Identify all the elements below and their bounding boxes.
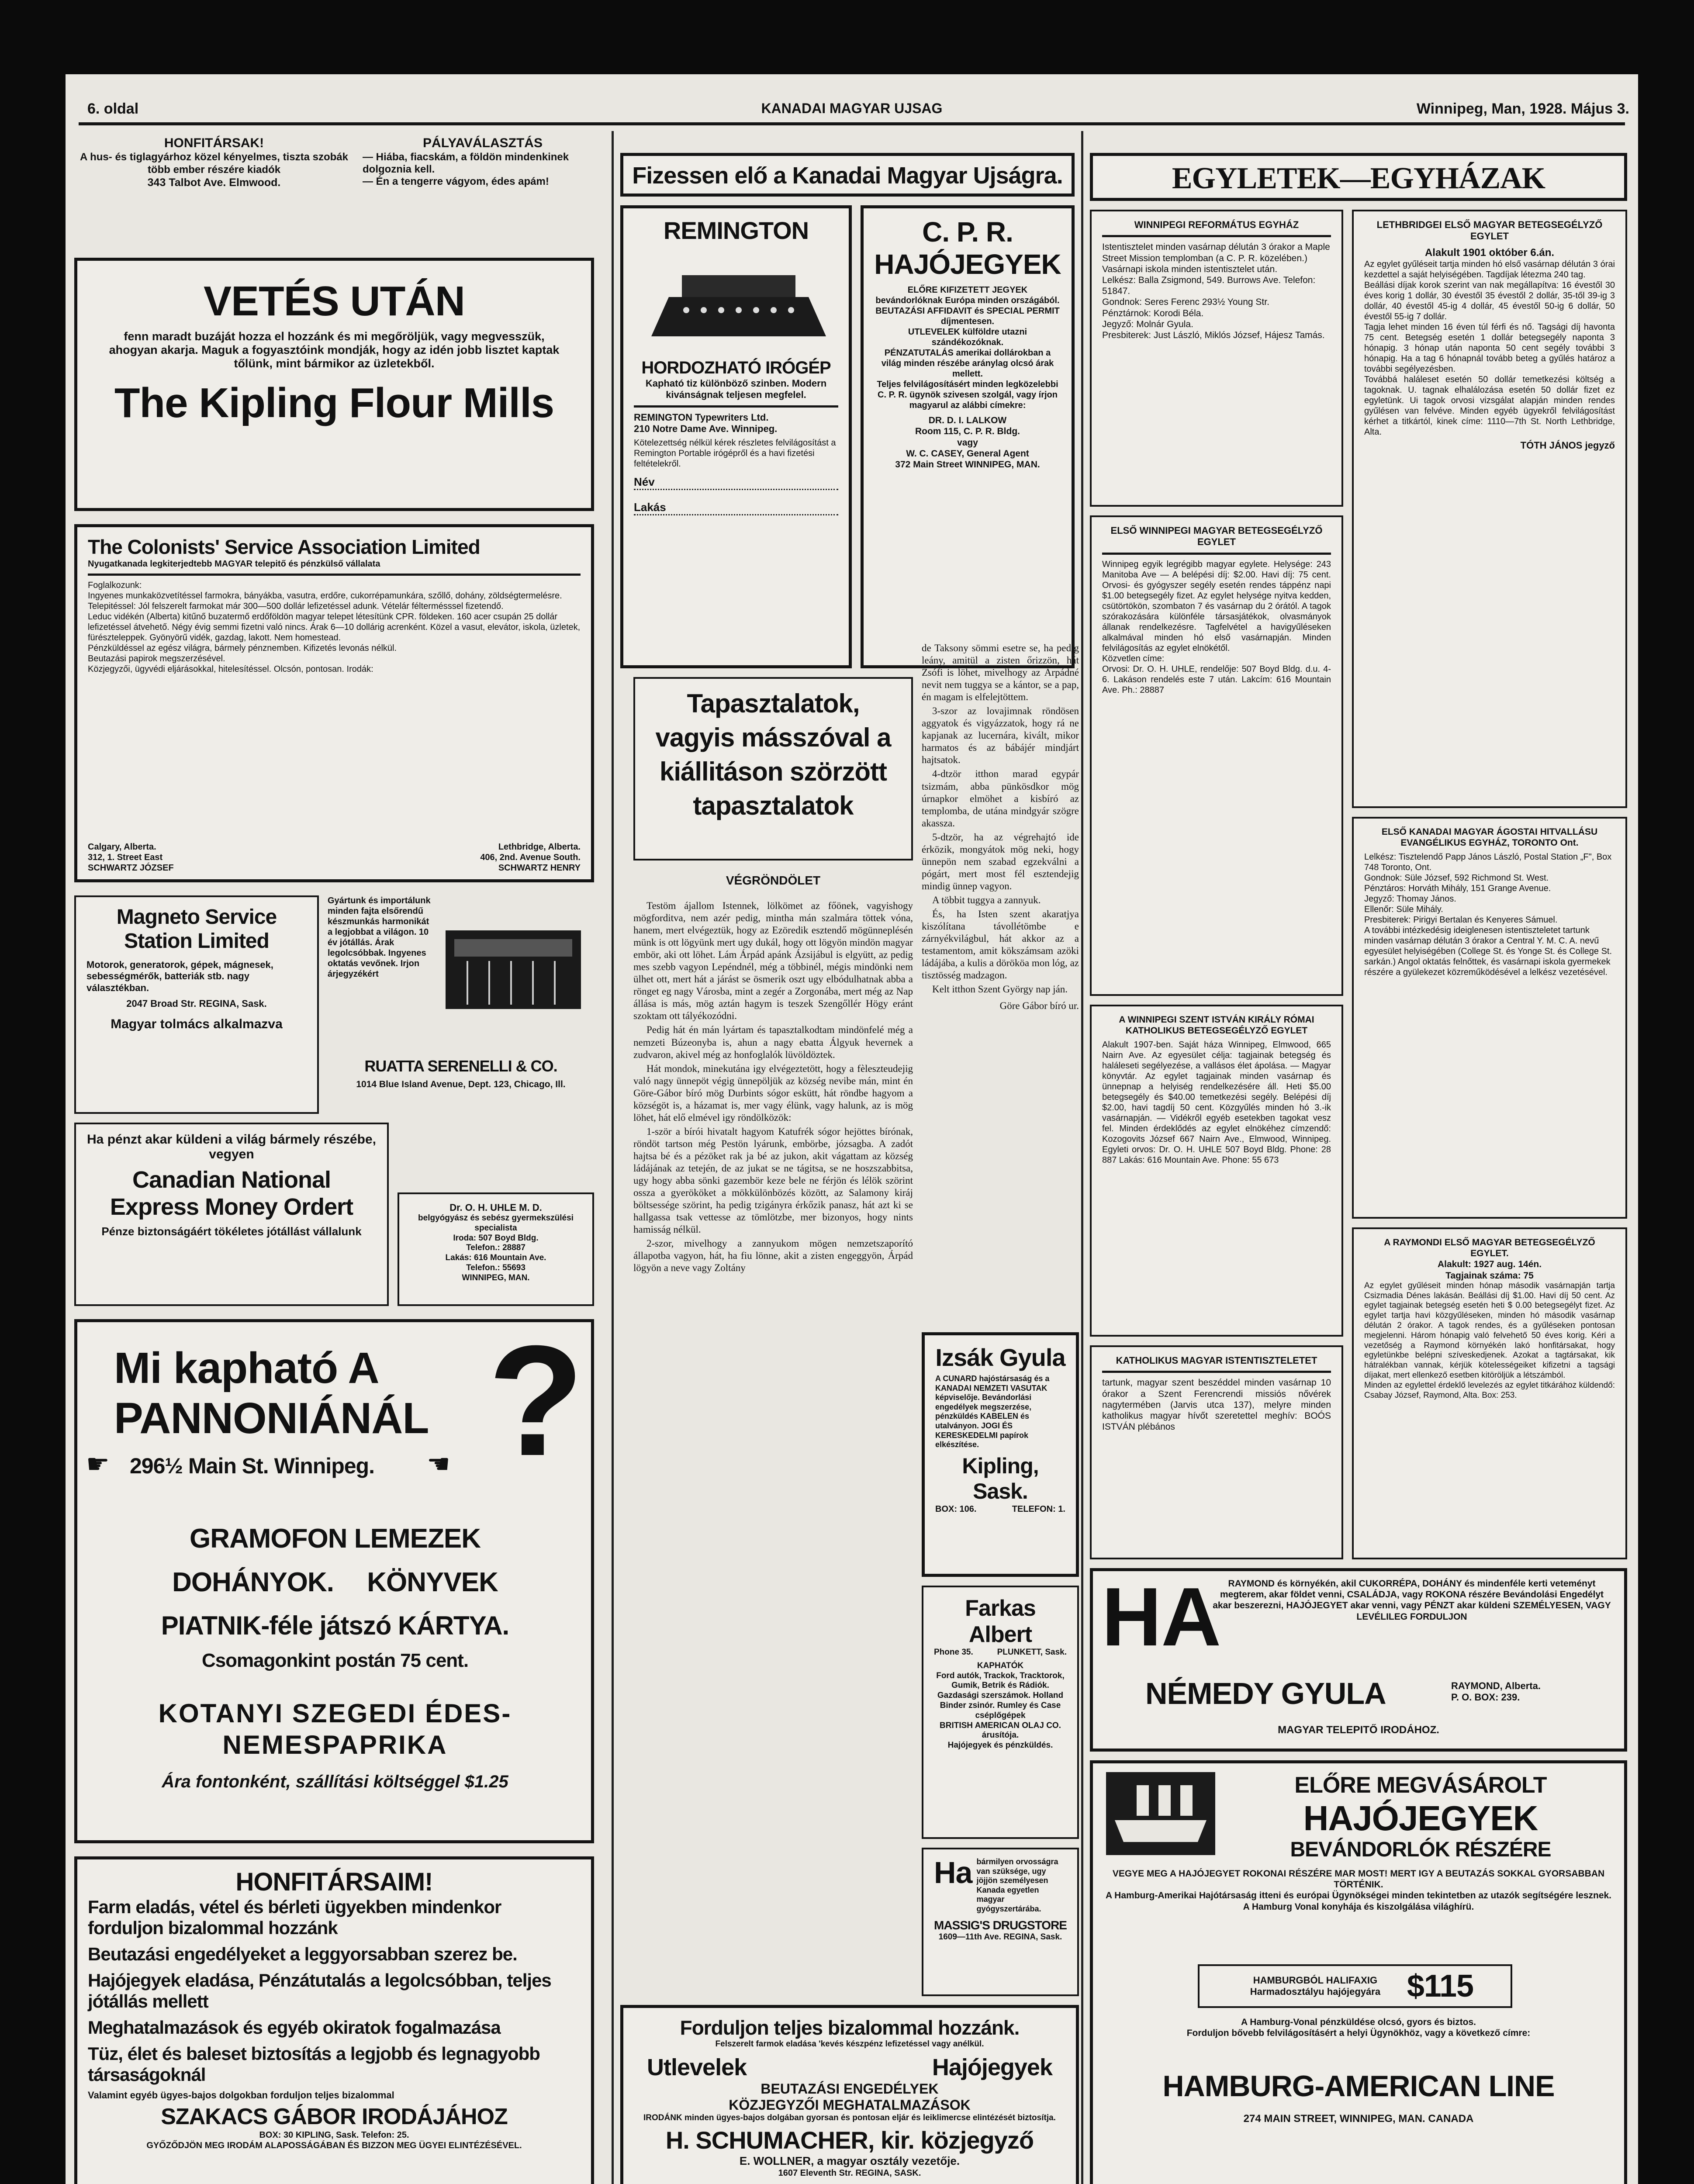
nemedy-gyula-ad (1090, 1568, 1627, 1752)
ad-company: MASSIG'S DRUGSTORE (934, 1918, 1067, 1932)
doctor-details: belgyógyász és sebész gyermekszülési specialista Iroda: 507 Boyd Bldg. Telefon.: 28887 Lakás: 616 Mountain Ave. Telefon.: 55693 WINNIPEG, MAN. (418, 1213, 574, 1282)
pointing-hand-icon-right: ☚ (427, 1450, 450, 1479)
drop-cap: Ha (934, 1856, 972, 1890)
society-members: Tagjainak száma: 75 (1445, 1270, 1534, 1281)
ad-address: 2047 Broad Str. REGINA, Sask. (126, 998, 267, 1009)
article-paragraph: Pedig hát én mán lyártam és tapasztalkodtam mindönfelé még a nemzeti Búzeonyba is, ahun a nagy ebatta Álgyuk hevernek a zudvaron, akivel még az honfoglalók lüvöldöztek. (633, 1024, 913, 1060)
form-address-label: Lakás (634, 500, 666, 514)
ship-icon (1106, 1772, 1215, 1855)
ad-footer: MAGYAR TELEPITŐ IRODÁHOZ. (1278, 1724, 1439, 1736)
ad-line-2: Beutazási engedélyeket a leggyorsabban szerez be. (88, 1944, 517, 1964)
ad-headline: The Colonists' Service Association Limited (88, 536, 480, 558)
ad-text: fenn maradt buzáját hozza el hozzánk és mi megőröljük, vagy megvesszük, ahogyan akarja. Maguk a fogyasztóink mondják, hogy az idén jobb lisztet kaptak tőlünk, mint bármikor az üzletekből. (109, 330, 560, 370)
fare-text: HAMBURGBÓL HALIFAXIG Harmadosztályu hajójegyára (1250, 1974, 1381, 1997)
ad-headline: Izsák Gyula (935, 1344, 1065, 1371)
ad-footer: Pénze biztonságáért tökéletes jótállást vállalunk (101, 1225, 362, 1238)
agent-1: DR. D. I. LALKOW Room 115, C. P. R. Bldg. vagy (915, 415, 1020, 448)
ad-headline-3: BEVÁNDORLÓK RÉSZÉRE (1290, 1838, 1551, 1861)
ad-phone-town (934, 1648, 1067, 1658)
ad-text: RAYMOND és környékén, akil CUKORRÉPA, DOHÁNY és mindenféle kerti veteményt megterem, akar földet venni, CSALÁDJA, vagy ROKONA részére Bevándolási Engedélyt akar beszerezni, HAJÓJEGYET akar venni, vagy PÉNZT akar küldeni SZEMÉLYESEN, VAGY LEVÉLILEG FORDULJON (1213, 1579, 1611, 1622)
ad-phone: TELEFON: 1. (1012, 1504, 1065, 1514)
ad-phone: Phone 35. (934, 1648, 973, 1657)
ad-headline-2: HAJÓJEGYEK (1303, 1799, 1538, 1838)
society-text: Winnipeg egyik legrégibb magyar egylete. Helysége: 243 Manitoba Ave — A belépési díj: $2.00. Havi díj: 75 cent. Orvosi- és gyógyszer segély esetén rendes táppénz napi $1.00 betegsegély fizet. Az egylet helysége nyitva kedden, csütörtökön, szombaton 7 és vasárnap du 2 órától. A tagok szórakozására különféle társasjátékok, olvasmányok állanak rendelkezésre. Tagfelvétel a havigyűléseken alkalmával minden hó első vasárnapján. Minden felvilágosítás az egylet elnökétől. Közvetlen címe: Orvosi: Dr. O. H. UHLE, rendelője: 507 Boyd Bldg. d.u. 4-6. Lakáson rendelés este 7 után. Lakcím: 616 Mountain Ave. Ph.: 28887 (1102, 559, 1331, 695)
pannonia-ad (74, 1319, 594, 1843)
typewriter-icon (634, 249, 844, 354)
notice-text: A hus- és tiglagyárhoz közel kényelmes, tiszta szobák több ember részére kiadók (80, 151, 348, 176)
newspaper-page (66, 74, 1638, 2184)
banner-text: Fizessen elő a Kanadai Magyar Ujságra. (632, 162, 1063, 189)
ad-item-5: KOTANYI SZEGEDI ÉDES-NEMESPAPRIKA (158, 1699, 512, 1759)
schumacher-ad (620, 2005, 1079, 2184)
section-header (1090, 153, 1627, 201)
ad-item-1: GRAMOFON LEMEZEK (190, 1524, 481, 1554)
article-paragraph: de Taksony sömmi esetre se, ha pedig leány, amitül a zisten őrizzön, hát Zsófi is löhet, mivelhogy az Árpádné nevit nem tuggya se a kántor, se a pap, én magam is elfelejtöttem. (922, 643, 1079, 703)
column-rule-1 (612, 131, 614, 2184)
article-paragraph: Testöm ájallom Istennek, lölkömet az főönek, vagyishogy mögforditva, nem azér pedig, mintha mán szalmára töttek vóna, hanem, mert elvégeztük, hogy az Ezöredik esztendő mögünneplésén münk is ott lögyünk mert ugy dukál, hogy ott lögyön mindön magyar embör, aki ott löhet. Lám Árpád apánk Ázsijábul is elgyütt, az pedig mes szebb vagyon Lepéndnél, még a többinél, mégis mindönki nem ülhet ott, mert hát a járást se ösmerik oszt ugy elbódulhatnak abba a rönget eg nagy Városba, mint a zegér a Zorgonába, mert még az Nap állása is más, mög aztán hagym is teszek Szengőllér Högy eránt szoktam ott tályékozódni. (633, 900, 913, 1022)
ad-subtitle: Felszerelt farmok eladása 'kevés készpénz lefizetéssel vagy anélkül. (715, 2039, 984, 2049)
article-column-2 (922, 642, 1079, 1324)
dr-uhle-ad (398, 1192, 594, 1306)
ad-headline-1: ELŐRE MEGVÁSÁROLT (1294, 1773, 1547, 1798)
article-signature: Göre Gábor bíró ur. (999, 1000, 1079, 1012)
ad-headline: HONFITÁRSAIM! (235, 1868, 433, 1896)
accordion-icon (441, 913, 585, 1022)
office-calgary: Calgary, Alberta. 312, 1. Street East SCHWARTZ JÓZSEF (88, 842, 174, 873)
reformatus-church (1090, 210, 1343, 507)
ad-item-2: DOHÁNYOK. KÖNYVEK (172, 1567, 498, 1597)
form-address-field[interactable] (634, 501, 838, 515)
ad-company: The Kipling Flour Mills (114, 380, 554, 426)
form-name-label: Név (634, 475, 655, 488)
issue-date: Winnipeg, Man, 1928. Május 3. (1416, 100, 1629, 117)
ad-town: PLUNKETT, Sask. (997, 1648, 1067, 1657)
society-title: A RAYMONDI ELSŐ MAGYAR BETEGSEGÉLYZŐ EGYLET. (1384, 1237, 1595, 1259)
ad-box (935, 1504, 1065, 1514)
izsak-gyula-ad (922, 1332, 1079, 1577)
notice-title: HONFITÁRSAK! (164, 136, 264, 150)
service-title: KATHOLIKUS MAGYAR ISTENTISZTELETET (1116, 1355, 1317, 1366)
society-signature: TÓTH JÁNOS jegyző (1520, 439, 1615, 451)
ad-address: 296½ Main St. Winnipeg. (130, 1454, 374, 1478)
ad-text: A CUNARD hajóstársaság és a KANADAI NEMZETI VASUTAK képviselője. Bevándorlási engedélyek megszerzése, pénzküldés KABELEN és utalványon. JOGI ÉS KERESKEDELMI papírok elkészítése. (935, 1374, 1050, 1449)
masthead-title: KANADAI MAGYAR UJSAG (761, 100, 943, 116)
ad-headline: Forduljon teljes bizalommal hozzánk. (680, 2016, 1020, 2039)
farkas-albert-ad (922, 1586, 1079, 1839)
szakacs-gabor-ad (74, 1856, 594, 2184)
ad-company: RUATTA SERENELLI & CO. (364, 1057, 557, 1075)
form-name-field[interactable] (634, 475, 838, 490)
ad-form-text: Kötelezettség nélkül kérek részletes felvilágosítást a Remington Portable irógépről és a havi fizetési feltételekről. (634, 438, 836, 469)
society-text: Alakult 1907-ben. Saját háza Winnipeg, Elmwood, 665 Nairn Ave. Az egyesület célja: tagjainak betegség és haláleseti segélyezése, a vallásos élet ápolása. — Magyar könyvtár. Az egylet tagjainak minden vasárnap és ünnepnap a helyiség rendelkezésére áll. Heti $5.00 betegsegély és $40.00 temetkezési segély. Belépési díj $2.00, havi tagdíj 50 cent. Közgyűlés minden hó 3.-ik vasárnapján. — Vidékről egyéb esetekben tagokat vesz fel. Minden érdeklődés az egylet elnökéhez címzendő: Kozogovits József 667 Nairn Ave., Elmwood, Winnipeg. Egyleti orvos: Dr. O. H. UHLE 507 Boyd Bldg. Phone: 28 887 Lakás: 616 Mountain Ave. Phone: 55 673 (1102, 1040, 1331, 1165)
fare-price: $115 (1407, 1969, 1474, 2004)
notice-address: 343 Talbot Ave. Elmwood. (147, 176, 281, 189)
ad-text: Kapható tiz különböző szinben. Modern kivánságnak teljesen megfelel. (645, 378, 827, 401)
church-title: ELSŐ KANADAI MAGYAR ÁGOSTAI HITVALLÁSU EVANGÉLIKUS EGYHÁZ, TORONTO Ont. (1381, 827, 1598, 848)
ship-drawing (1106, 1772, 1215, 1855)
society-title: LETHBRIDGEI ELSŐ MAGYAR BETEGSEGÉLYZŐ EGYLET (1376, 219, 1603, 242)
ad-subtitle: HORDOZHATÓ IRÓGÉP (641, 358, 831, 377)
lethbridge-society (1352, 210, 1627, 808)
church-text: Lelkész: Tisztelendő Papp János László, Postal Station „F", Box 748 Toronto, Ont. Gondnok: Süle József, 592 Richmond St. West. Pénztáros: Horváth Mihály, 151 Grange Avenue. Jegyző: Thomay János. Ellenőr: Süle Mihály. Presbiterek: Pirigyi Bertalan és Kenyeres Sámuel. A további intézkedésig ideiglenesen istentiszteletet tartunk minden vasárnap délután 3 órakor a Central Y. M. C. A. nevű egyesület helyiségében (College St. és Yonge St. és College St. sarkán.) Angol oktatás felnőttek, és vasárnapi iskola gyermekek részére a gyülekezet közreműködésével a lelkész vezetésével. (1364, 852, 1612, 978)
question-mark-icon: ? (488, 1322, 584, 1479)
article-paragraph: 1-ször a bírói hivatalt hagyom Katufrék sógor hejöttes bírónak, röndöt tartson még Pestön lyárunk, embörbe, józsagba. A zadót hajtsa bé és a pézöket rak ja bé az jukon, akit vágattam az község ládájának az tetején, de az jukat se ne tágitsa, se ne hoszszabbitsa, ugy hogy abba sönki gazembör keze bele ne férjön és lélök szörint ossza a gyerököket a mökkülönbözés között, az Salamony kiráj böltsessége szörint, ha pedig tzigányra érkőzik panasz, hát azt ki se hallgassa tsak vettesse az tömlötzbe, mer bizonyos, hogy nints hamisság nélkül. (633, 1126, 913, 1235)
article-paragraph: Kelt itthon Szent György nap ján. (932, 984, 1068, 995)
first-winnipeg-society (1090, 515, 1343, 996)
agent-2: W. C. CASEY, General Agent 372 Main Street WINNIPEG, MAN. (895, 448, 1040, 470)
magneto-service-ad (74, 895, 319, 1114)
ad-footer: BOX: 30 KIPLING, Sask. Telefon: 25. GYŐZŐDJÖN MEG IRODÁM ALAPOSSÁGÁBAN ÉS BIZZON MEG ÜGYEI ELINTÉZÉSÉVEL. (146, 2130, 522, 2151)
office-lethbridge: Lethbridge, Alberta. 406, 2nd. Avenue South. SCHWARTZ HENRY (480, 842, 581, 873)
ad-headline: VETÉS UTÁN (203, 278, 465, 325)
ad-headline: REMINGTON (663, 217, 809, 244)
ad-line-5: Tüz, élet és baleset biztosítás a legjobb és legnagyobb társaságoknál (88, 2043, 540, 2085)
drop-cap: HA (1102, 1576, 1221, 1659)
ad-text: ELŐRE KIFIZETETT JEGYEK bevándorlóknak Európa minden országából. BEUTAZÁSI AFFIDAVIT és SPECIAL PERMIT díjmentesen. UTLEVELEK külföldre utazni szándékozóknak. PÉNZATUTALÁS amerikai dollárokban a világ minden részébe aránylag olcsó árak mellett. Teljes felvilágosításért minden legközelebbi C. P. R. ügynök szivesen szolgál, vagy írjon magyarul az alábbi címekre: (875, 285, 1060, 411)
ad-company: SZAKACS GÁBOR IRODÁJÁHOZ (161, 2104, 508, 2130)
ad-headline: Magneto Service Station Limited (116, 905, 277, 953)
page-number: 6. oldal (87, 100, 139, 117)
ad-text: VEGYE MEG A HAJÓJEGYET ROKONAI RÉSZÉRE MAR MOST! MERT IGY A BEUTAZÁS SOKKAL GYORSABBAN TÖRTÉNIK. A Hamburg-Amerikai Hajótársaság itteni és európai Ügynökségei minden tekintetben az utazók segítségére lesznek. A Hamburg Vonal konyhája és kiszolgálása világhírü. (1105, 1869, 1612, 1912)
ad-passports: Utlevelek (647, 2054, 747, 2080)
ad-manager: E. WOLLNER, a magyar osztály vezetője. (739, 2154, 960, 2167)
church-title: WINNIPEGI REFORMÁTUS EGYHÁZ (1134, 219, 1299, 230)
ad-address: RAYMOND, Alberta. P. O. BOX: 239. (1451, 1680, 1541, 1703)
ad-headline: Mi kapható A PANNONIÁNÁL (114, 1344, 429, 1443)
doctor-name: Dr. O. H. UHLE M. D. (449, 1202, 542, 1213)
massig-drugstore-ad (922, 1848, 1079, 1996)
kipling-flour-mills-ad (74, 258, 594, 511)
ad-item-4: Csomagonkint postán 75 cent. (201, 1650, 469, 1671)
ad-text: IRODÁNK minden ügyes-bajos dolgában gyorsan és pontosan eljár és leiklimercse elintézését biztosítja. (643, 2113, 1056, 2122)
ad-line-3: Hajójegyek eladása, Pénzátutalás a legolcsóbban, teljes jótállás mellett (88, 1970, 551, 2011)
society-text: Az egylet gyűléseit tartja minden hó első vasárnap délután 3 órai kezdettel a saját helyiségében. Tagdíjak létezma 240 tag. Beállási díjak korok szerint van nak megállapítva: 16 évestől 30 éves korig 1 dollár, 30 évestől 35 évestől 2 dollár, 35-től 39-ig 3 dollár, 40 évestől 45-ig 4 dollár, 45 évestől 50-ig 6 dollár, 50 évestől 55-ig 7 dollár. Tagja lehet minden 16 éven túl férfi és nő. Tagsági díj havonta 75 cent. Betegség esetén 1 dollár betegsegély naponta 3 hónapig. 3 hónap után naponta 50 cent segély további 3 hónapig. Ha a tag 6 hónapnál tovább beteg a gyűlés határoz a további segélyezésben. Továbbá haláleset esetén 50 dollár temetkezési költség a tagoknak. U. tagnak elhalálozása esetén 50 dollár fizet ez egyletünk. Ui tagok orvosi vizsgálat alapján minden rendes gyűlésen van felvéve. Minden egyéb ügyekről felvilágosítást kérhet a titkártól, kinek címe: 1110—7th St. North Lethbridge, Alta. (1364, 259, 1615, 437)
ad-text: Gyártunk és importálunk minden fajta elsőrendű készmunkás harmonikát a legjobbat a világon. 10 év jótállás. Árak legolcsóbbak. Ingyenes oktatás vevőnek. Irjon árjegyzékért (328, 896, 431, 979)
ad-item-3: PIATNIK-féle játszó KÁRTYA. (161, 1611, 509, 1640)
article-paragraph: 3-szor az lovajimnak röndösen aggyatok és vigyázzatok, hogy rá ne kapjanak az lucernára, kivált, mikor harmatos és az bábájér mindjárt hajtsatok. (922, 705, 1079, 766)
ad-text: Motorok, generatorok, gépek, mágnesek, sebességmérők, batteriák stb. nagy választékban. (86, 959, 273, 993)
ad-company: HAMBURG-AMERICAN LINE (1162, 2070, 1555, 2103)
ad-company: H. SCHUMACHER, kir. közjegyző (665, 2126, 1034, 2154)
colonists-service-ad (74, 524, 594, 882)
ad-company: REMINGTON Typewriters Ltd. 210 Notre Dame Ave. Winnipeg. (634, 411, 778, 435)
society-text: Az egylet gyűléseit minden hónap második vasárnapján tartja Csizmadia Dénes lakásán. Beállási díj $1.00. Havi díj 50 cent. Az egylet tagjainak betegség esetén heti $ 0.00 betegsegélyt fizet. Az egylet tartja havi közgyűléseken, minden hó második vasárnap délután 2 órakor. A tagok rendes, és a gyűléseken pontosan megjelenni. Három hónapig való felvehető 50 éves korig. Kéri a vezetőség a Raymond környékén lakó honfitársakat, hogy egyletünkbe belépni szíveskedjenek. Azokat a tagtársakat, kik hátralékban vannak, kérjük kötelességeiket kifizetni a tagsági díjakat, mert ellenkező esetben kitöröljük a létszámból. Minden az egylettel érdeklő levelezés az egylet titkárához küldendő: Csabay József, Raymond, Alta. Box: 253. (1364, 1281, 1615, 1400)
joke-text: — Hiába, fiacskám, a földön mindenkinek dolgoznia kell. — Én a tengerre vágyom, édes apám! (363, 151, 569, 187)
society-title: A WINNIPEGI SZENT ISTVÁN KIRÁLY RÓMAI KATHOLIKUS BETEGSEGÉLYZŐ EGYLET (1119, 1015, 1314, 1036)
ad-footer: Magyar tolmács alkalmazva (111, 1016, 283, 1031)
ad-text: Foglalkozunk: Ingyenes munkaközvetítéssel farmokra, bányákba, vasutra, erdőre, cukorrépamunkára, szőllő, dohány, zöldségtermelésre. Telepitéssel: Jól felszerelt farmokat már 300—500 dollár lefizetéssel adunk. Vételár féltermésssel fizetendő. Leduc vidékén (Alberta) kitűnő buzatermő erdőföldön magyar telepet létesítünk CPR. földeken. 160 acer csupán 25 dollár lefizetéssel átvehető. Négy évig semmi fizetni való nincs. Árak 6—10 dollárig acrenként. Közel a vasut, elevátor, iskola, üzletek, fürészteleppek. Gyönyörű vidék, gazdag, lakott. Nem homestead. Pénzküldéssel az egész világra, bármely pénznemben. Kifizetés levonás nélkül. Beutazási papirok megszerzésével. Közjegyzői, ügyvédi eljárásokkal, hitelesítéssel. Olcsón, pontosan. Irodák: (88, 581, 581, 674)
article-title: Tapasztalatok, vagyis másszóval a kiállitáson szörzött tapasztalatok (655, 689, 891, 820)
ad-address: 1014 Blue Island Avenue, Dept. 123, Chicago, Ill. (356, 1079, 566, 1089)
subscribe-banner (620, 153, 1075, 197)
header-rule (79, 122, 1625, 125)
article-paragraph: A többit tuggya a zannyuk. (932, 894, 1041, 905)
church-text: Istentisztelet minden vasárnap délután 3 órakor a Maple Street Mission templomban (a C. P. R. közelében.) Vasárnapi iskola minden istentisztelet után. Lelkész: Balla Zsigmond, 549. Burrows Ave. Telefon: 51847. Gondnok: Seres Ferenc 293½ Young Str. Pénztárnok: Korodi Béla. Jegyző: Molnár Gyula. Presbiterek: Just László, Miklós József, Hájesz Tamás. (1102, 242, 1330, 340)
ad-text: KAPHATÓK Ford autók, Trackok, Tracktorok, Gumik, Betrik és Rádiók. Gazdasági szerszámok. Holland Binder zsinór. Rumley és Case cséplőgépek BRITISH AMERICAN OLAJ CO. árusítója. Hajójegyek és pénzküldés. (936, 1661, 1065, 1750)
section-title: EGYLETEK—EGYHÁZAK (1172, 162, 1545, 195)
ad-line-1: Farm eladás, vétel és bérleti ügyekben mindenkor forduljon bizalommal hozzánk (88, 1897, 501, 1938)
ad-address: 274 MAIN STREET, WINNIPEG, MAN. CANADA (1243, 2113, 1474, 2125)
honfitarsak-notice (74, 135, 354, 249)
society-title: ELSŐ WINNIPEGI MAGYAR BETEGSEGÉLYZŐ EGYLET (1110, 525, 1323, 548)
palyavalasztas-joke (363, 135, 603, 249)
article-column-1 (633, 900, 913, 1957)
article-paragraph: 4-dtzör itthon marad egypár tsizmám, abba pünkösdkor mög úrnapkor elmöhet a kisbíró az templomba, de utána mindgyár szögre akassza. (922, 768, 1079, 829)
pointing-hand-icon: ☛ (86, 1450, 110, 1479)
article-paragraph: 2-szor, mivelhogy a zannyukom mögen nemzetszaporító állapotba vagyon, hát, ha fiu lönne, akit a zisten engeggyön, Árpád lögyön a neve vagy Zoltány (633, 1238, 913, 1274)
ad-address: 1609—11th Ave. REGINA, Sask. (938, 1932, 1062, 1942)
society-founded: Alakult 1901 október 6.án. (1424, 246, 1555, 259)
catholic-service (1090, 1345, 1343, 1559)
ad-town: Kipling, Sask. (962, 1453, 1039, 1503)
ad-text-2: A Hamburg-Vonal pénzküldése olcsó, gyors és biztos. Forduljon bővebb felvilágosításért a helyi Ügynökhöz, vagy a következő címre: (1186, 2017, 1531, 2039)
remington-ad (620, 205, 852, 668)
cpr-ad (861, 205, 1075, 668)
ad-line-6: Valamint egyéb ügyes-bajos dolgokban forduljon teljes bizalommal (88, 2090, 394, 2101)
cn-express-ad (74, 1123, 389, 1306)
article-paragraph: 5-dtzör, ha az végrehajtó ide érközik, mongyátok mög neki, hogy ünnepön nem szabad egzekválni a pógárt, mert most fél esztendejig mindig ünnep vagyon. (922, 831, 1079, 892)
accordion-ad (328, 895, 594, 1114)
article-paragraph: Hát mondok, minekutána igy elvégeztetött, hogy a fèleszteudejig való nagy ünnepöt végig ünnepöljük az község nevibe mán, mint én Göre-Gábor bíró mög Durbints sógor eskütt, hát röndbe hagyom a községöt is, a házamat is, mer vagy élünk, vagy halunk, az is mög löhet, hát elő elmével igy röndölközök: (633, 1063, 913, 1123)
hamburg-american-ad (1090, 1760, 1627, 2184)
ad-intro: Ha pénzt akar küldeni a világ bármely részébe, vegyen (87, 1132, 376, 1161)
ad-services: BEUTAZÁSI ENGEDÉLYEK KÖZJEGYZŐI MEGHATALMAZÁSOK (729, 2080, 971, 2113)
ad-tickets: Hajójegyek (932, 2054, 1052, 2080)
column-rule-2 (1081, 131, 1083, 2184)
szent-istvan-society (1090, 1005, 1343, 1337)
fare-box (1198, 1964, 1512, 2008)
ad-item-6: Ára fontonként, szállítási költséggel $1.25 (162, 1772, 508, 1791)
article-paragraph: És, ha Isten szent akaratjya kiszólítana távollétömbe e zárnyékvilágbul, hát akkor az a testamentom, amit kökszámsam azöki ládájába, a kulis a dörököa mon lóg, az tisztösség madzagon. (922, 908, 1079, 981)
evangelical-church (1352, 817, 1627, 1219)
article-title-box (633, 677, 913, 860)
ad-line-4: Meghatalmazások és egyéb okiratok fogalmazása (88, 2017, 501, 2038)
ad-company: NÉMEDY GYULA (1145, 1676, 1386, 1711)
society-founded: Alakult: 1927 aug. 14én. (1437, 1259, 1542, 1270)
raymond-society (1352, 1227, 1627, 1559)
article-dateline: VÉGRÖNDÖLET (726, 874, 821, 887)
service-text: tartunk, magyar szent beszéddel minden vasárnap 10 órakor a Szent Ferencrendi missiós nővérek nagytermében (Jarvis utca 137), melyre minden katholikus magyar hívőt szeretettel meghív: BOÓS ISTVÁN plébános (1102, 1378, 1331, 1432)
ad-headline: C. P. R. HAJÓJEGYEK (874, 216, 1061, 280)
ad-text: bármilyen orvosságra van szüksége, ugy jöjjön személyesen Kanada egyetlen magyar gyógyszertárába. (976, 1857, 1058, 1913)
ad-address: 1607 Eleventh Str. REGINA, SASK. (778, 2168, 921, 2178)
ad-subtitle: Nyugatkanada legkiterjedtebb MAGYAR telepitő és pénzkülső vállalata (88, 559, 380, 569)
joke-title: PÁLYAVÁLASZTÁS (423, 136, 543, 150)
ad-headline: Farkas Albert (965, 1596, 1036, 1647)
ad-box-number: BOX: 106. (935, 1504, 977, 1514)
ad-headline: Canadian National Express Money Ordert (110, 1167, 353, 1220)
